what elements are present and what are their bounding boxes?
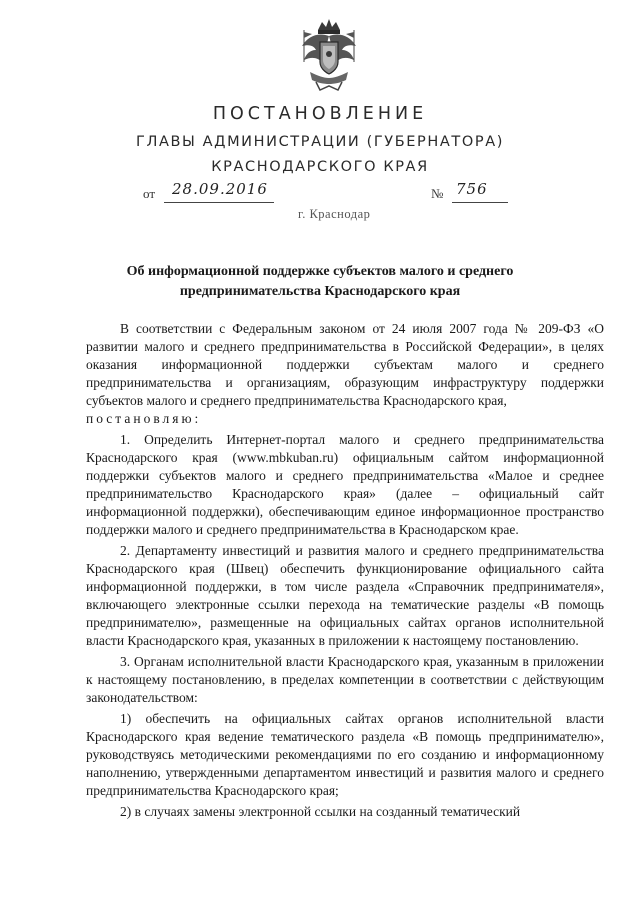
handwritten-date: 28.09.2016 (172, 180, 268, 198)
date-prefix: от (143, 186, 156, 201)
preamble-paragraph (86, 320, 604, 428)
clause-3-item-2: 2) в случаях замены электронной ссылки на созданный тематический (120, 804, 521, 819)
document-title (100, 262, 540, 302)
number-underline (452, 202, 508, 203)
clause-3: 3. Органам исполнительной власти Краснодарского края, указанным в приложении к настоящему постановлению, в пределах компетенции в соответствии с действующим законодательством: (86, 654, 604, 705)
region-heading: КРАСНОДАРСКОГО КРАЯ (211, 159, 429, 175)
document-title-line-1: Об информационной поддержке субъектов малого и среднего (126, 264, 514, 279)
resolution-keyword: постановляю: (86, 411, 202, 426)
coat-of-arms-emblem (296, 16, 362, 92)
clause-1: 1. Определить Интернет-портал малого и среднего предпринимательства Краснодарского края (www.mbkuban.ru) официальным сайтом информационной поддержки субъектов малого и среднего предпринимательства «Малое и среднее предпринимательство Краснодарского края» (далее – официальный сайт информационной поддержки), обеспечивающим единое информационное пространство поддержки малого и среднего предпринимательства в Краснодарском крае. (86, 432, 604, 537)
clause-2: 2. Департаменту инвестиций и развития малого и среднего предпринимательства Краснодарского края (Швец) обеспечить функционирование официального сайта информационной поддержки, в том числе раздела «Справочник предпринимателя», включающего электронные ссылки перехода на тематические разделы «В помощь предпринимателю», размещенные на официальных сайтах органов исполнительной власти Краснодарского края, указанных в приложении к настоящему постановлению. (86, 543, 604, 648)
city-label: г. Краснодар (298, 207, 371, 221)
issuer-heading: ГЛАВЫ АДМИНИСТРАЦИИ (ГУБЕРНАТОРА) (136, 134, 504, 150)
clause-3-item-1: 1) обеспечить на официальных сайтах органов исполнительной власти Краснодарского края ведение тематического раздела «В помощь предпринимателю», руководствуясь методическими рекомендациями по его созданию и информационному наполнению, утвержденными департаментом инвестиций и развития малого и среднего предпринимательства Краснодарского края; (86, 711, 604, 798)
handwritten-number: 756 (456, 180, 488, 198)
document-body (86, 320, 604, 824)
number-prefix: № (431, 186, 444, 201)
date-underline (164, 202, 274, 203)
preamble-text: В соответствии с Федеральным законом от 24 июля 2007 года № 209-ФЗ «О развитии малого и среднего предпринимательства в Российской Федерации», в целях оказания информационной поддержки субъектам малого и среднего предпринимательства и организациям, образующим инфраструктуру поддержки субъектов малого и среднего предпринимательства Краснодарского края, (86, 321, 604, 408)
document-type-heading: ПОСТАНОВЛЕНИЕ (212, 104, 428, 124)
document-title-line-2: предпринимательства Краснодарского края (179, 284, 461, 299)
